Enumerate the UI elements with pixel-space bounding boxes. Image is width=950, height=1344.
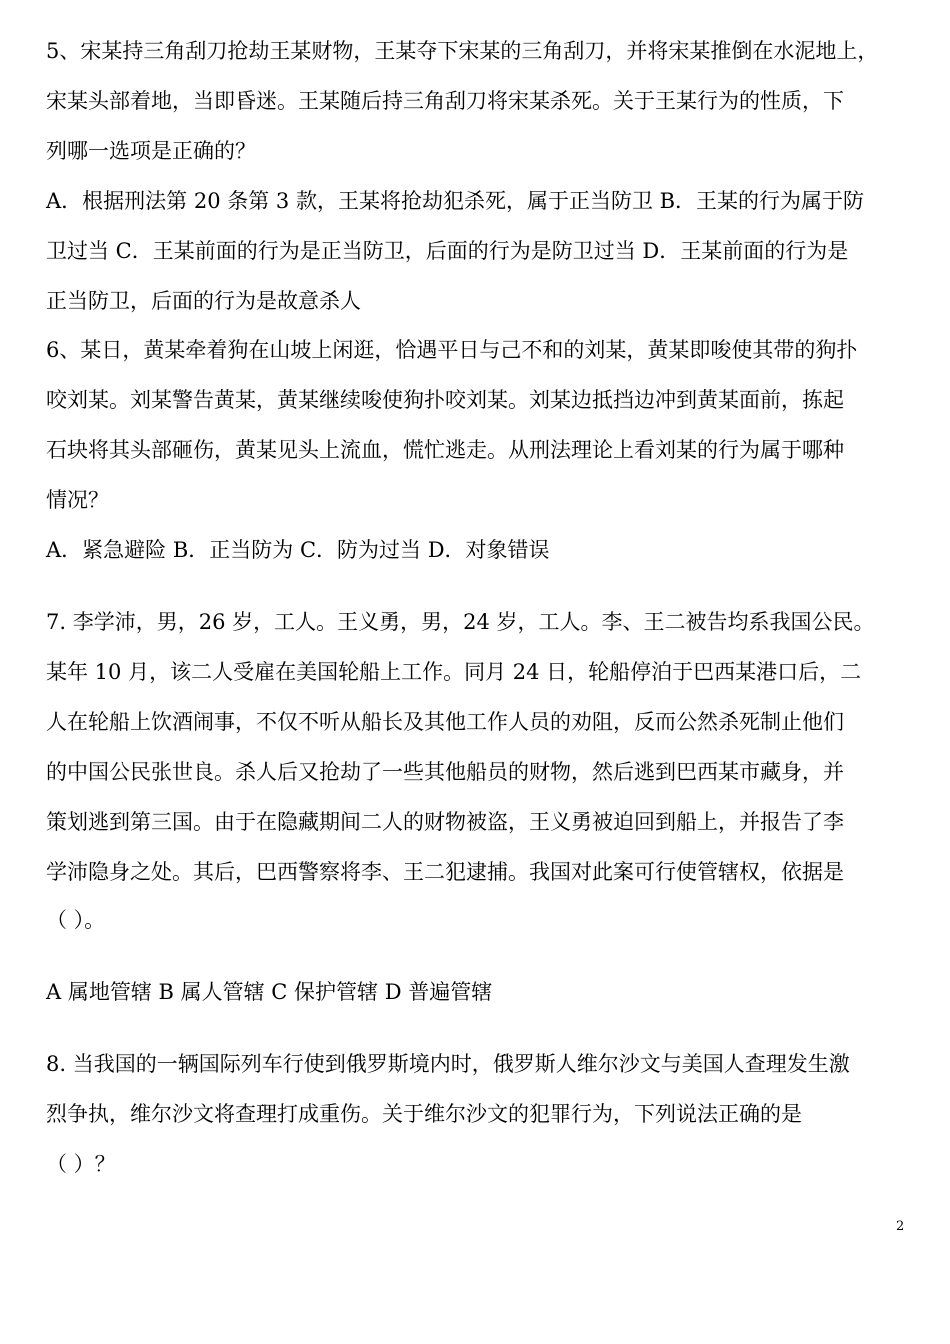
question-5-line-3: 列哪一选项是正确的？ (46, 139, 256, 163)
question-7-answer-blank: （ ）。 (46, 908, 106, 932)
question-7-line-5: 策划逃到第三国。由于在隐藏期间二人的财物被盗，王义勇被迫回到船上，并报告了李 (46, 810, 844, 834)
question-7-options: A 属地管辖 B 属人管辖 C 保护管辖 D 普遍管辖 (46, 980, 493, 1004)
question-6-line-3: 石块将其头部砸伤，黄某见头上流血，慌忙逃走。从刑法理论上看刘某的行为属于哪种 (46, 438, 844, 462)
question-6-line-1: 6、某日，黄某牵着狗在山坡上闲逛，恰遇平日与己不和的刘某，黄某即唆使其带的狗扑 (46, 338, 858, 362)
page-number: 2 (896, 1219, 905, 1234)
question-6-options: A．紧急避险 B．正当防为 C．防为过当 D．对象错误 (46, 538, 550, 562)
question-6-line-4: 情况？ (46, 488, 109, 512)
question-8-line-1: 8. 当我国的一辆国际列车行使到俄罗斯境内时，俄罗斯人维尔沙文与美国人查理发生激 (46, 1052, 850, 1076)
question-8-answer-blank: （ ）？ (46, 1152, 116, 1176)
question-5-line-2: 宋某头部着地，当即昏迷。王某随后持三角刮刀将宋某杀死。关于王某行为的性质，下 (46, 89, 844, 113)
question-7-line-2: 某年 10 月，该二人受雇在美国轮船上工作。同月 24 日，轮船停泊于巴西某港口后，二 (46, 660, 862, 684)
question-6-line-2: 咬刘某。刘某警告黄某，黄某继续唆使狗扑咬刘某。刘某边抵挡边冲到黄某面前，拣起 (46, 388, 844, 412)
question-7-line-3: 人在轮船上饮酒闹事，不仅不听从船长及其他工作人员的劝阻，反而公然杀死制止他们 (46, 710, 844, 734)
question-5-line-4: A．根据刑法第 20 条第 3 款，王某将抢劫犯杀死，属于正当防卫 B．王某的行为属于防 (46, 189, 865, 213)
question-7-line-6: 学沛隐身之处。其后，巴西警察将李、王二犯逮捕。我国对此案可行使管辖权，依据是 (46, 860, 844, 884)
question-8-line-2: 烈争执，维尔沙文将查理打成重伤。关于维尔沙文的犯罪行为，下列说法正确的是 (46, 1102, 802, 1126)
question-7-line-4: 的中国公民张世良。杀人后又抢劫了一些其他船员的财物，然后逃到巴西某市藏身，并 (46, 760, 844, 784)
question-5-line-6: 正当防卫，后面的行为是故意杀人 (46, 289, 361, 313)
question-5-line-1: 5、宋某持三角刮刀抢劫王某财物，王某夺下宋某的三角刮刀，并将宋某推倒在水泥地上， (46, 39, 879, 63)
question-7-line-1: 7. 李学沛，男，26 岁，工人。王义勇，男，24 岁，工人。李、王二被告均系我国公民。 (46, 610, 875, 634)
question-5-line-5: 卫过当 C．王某前面的行为是正当防卫，后面的行为是防卫过当 D．王某前面的行为是 (46, 239, 849, 263)
